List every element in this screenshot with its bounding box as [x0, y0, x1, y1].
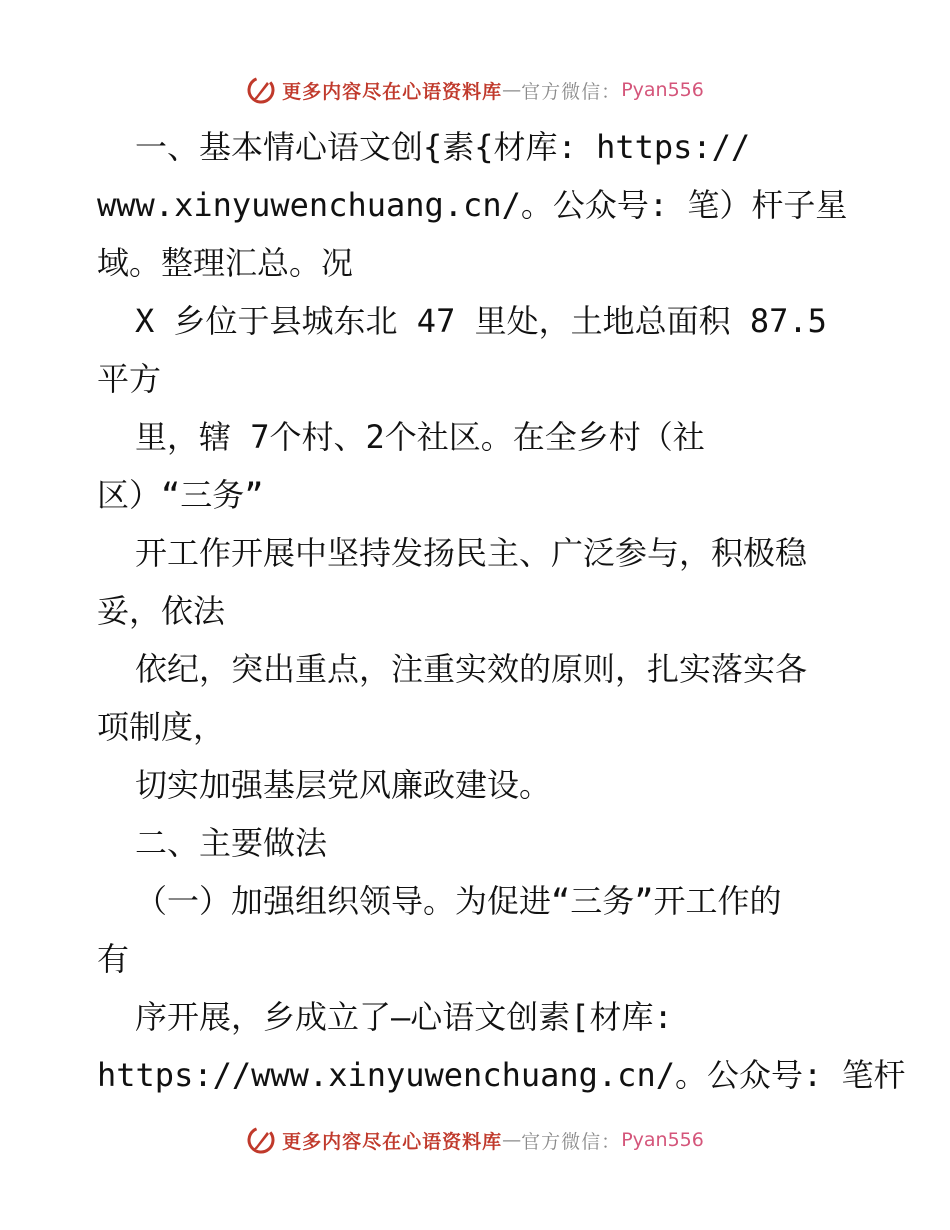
- text-line: 域。整理汇总。况: [97, 244, 354, 282]
- text-line: X 乡位于县城东北 47 里处，土地总面积 87.5: [135, 302, 827, 340]
- text-line: https://www.xinyuwenchuang.cn/。公众号: 笔杆: [97, 1056, 906, 1094]
- promo-text: 更多内容尽在心语资料库: [282, 1130, 503, 1153]
- wechat-account: Pyan556: [621, 79, 704, 101]
- document-body: [97, 118, 906, 1104]
- section-heading: 二、主要做法: [135, 824, 328, 862]
- text-line: www.xinyuwenchuang.cn/。公众号: 笔）杆子星: [97, 186, 848, 224]
- header-watermark-banner: [0, 70, 950, 110]
- text-line: 平方: [97, 360, 162, 398]
- text-line: 里，辖 7个村、2个社区。在全乡村（社: [135, 418, 705, 456]
- wechat-label: 官方微信：: [521, 80, 622, 103]
- feather-pen-logo-icon: [246, 75, 276, 105]
- feather-pen-logo-icon: [246, 1125, 276, 1155]
- text-line: 开工作开展中坚持发扬民主、广泛参与，积极稳: [135, 534, 808, 572]
- text-line: 区）“三务”: [97, 476, 264, 514]
- footer-watermark-banner: [0, 1120, 950, 1160]
- promo-text: 更多内容尽在心语资料库: [282, 80, 503, 103]
- text-line: 依纪，突出重点，注重实效的原则，扎实落实各: [135, 650, 808, 688]
- separator-dash: —: [502, 1129, 522, 1151]
- text-line: 有: [97, 940, 130, 978]
- text-line: 序开展，乡成立了—心语文创素[材库:: [135, 998, 673, 1036]
- text-line: 项制度，: [97, 708, 226, 746]
- text-line: （一）加强组织领导。为促进“三务”开工作的: [135, 882, 782, 920]
- text-line: 切实加强基层党风廉政建设。: [135, 766, 552, 804]
- separator-dash: —: [502, 79, 522, 101]
- wechat-account: Pyan556: [621, 1129, 704, 1151]
- text-line: 一、基本情心语文创{素{材库: https://: [135, 128, 751, 166]
- text-line: 妥，依法: [97, 592, 226, 630]
- wechat-label: 官方微信：: [521, 1130, 622, 1153]
